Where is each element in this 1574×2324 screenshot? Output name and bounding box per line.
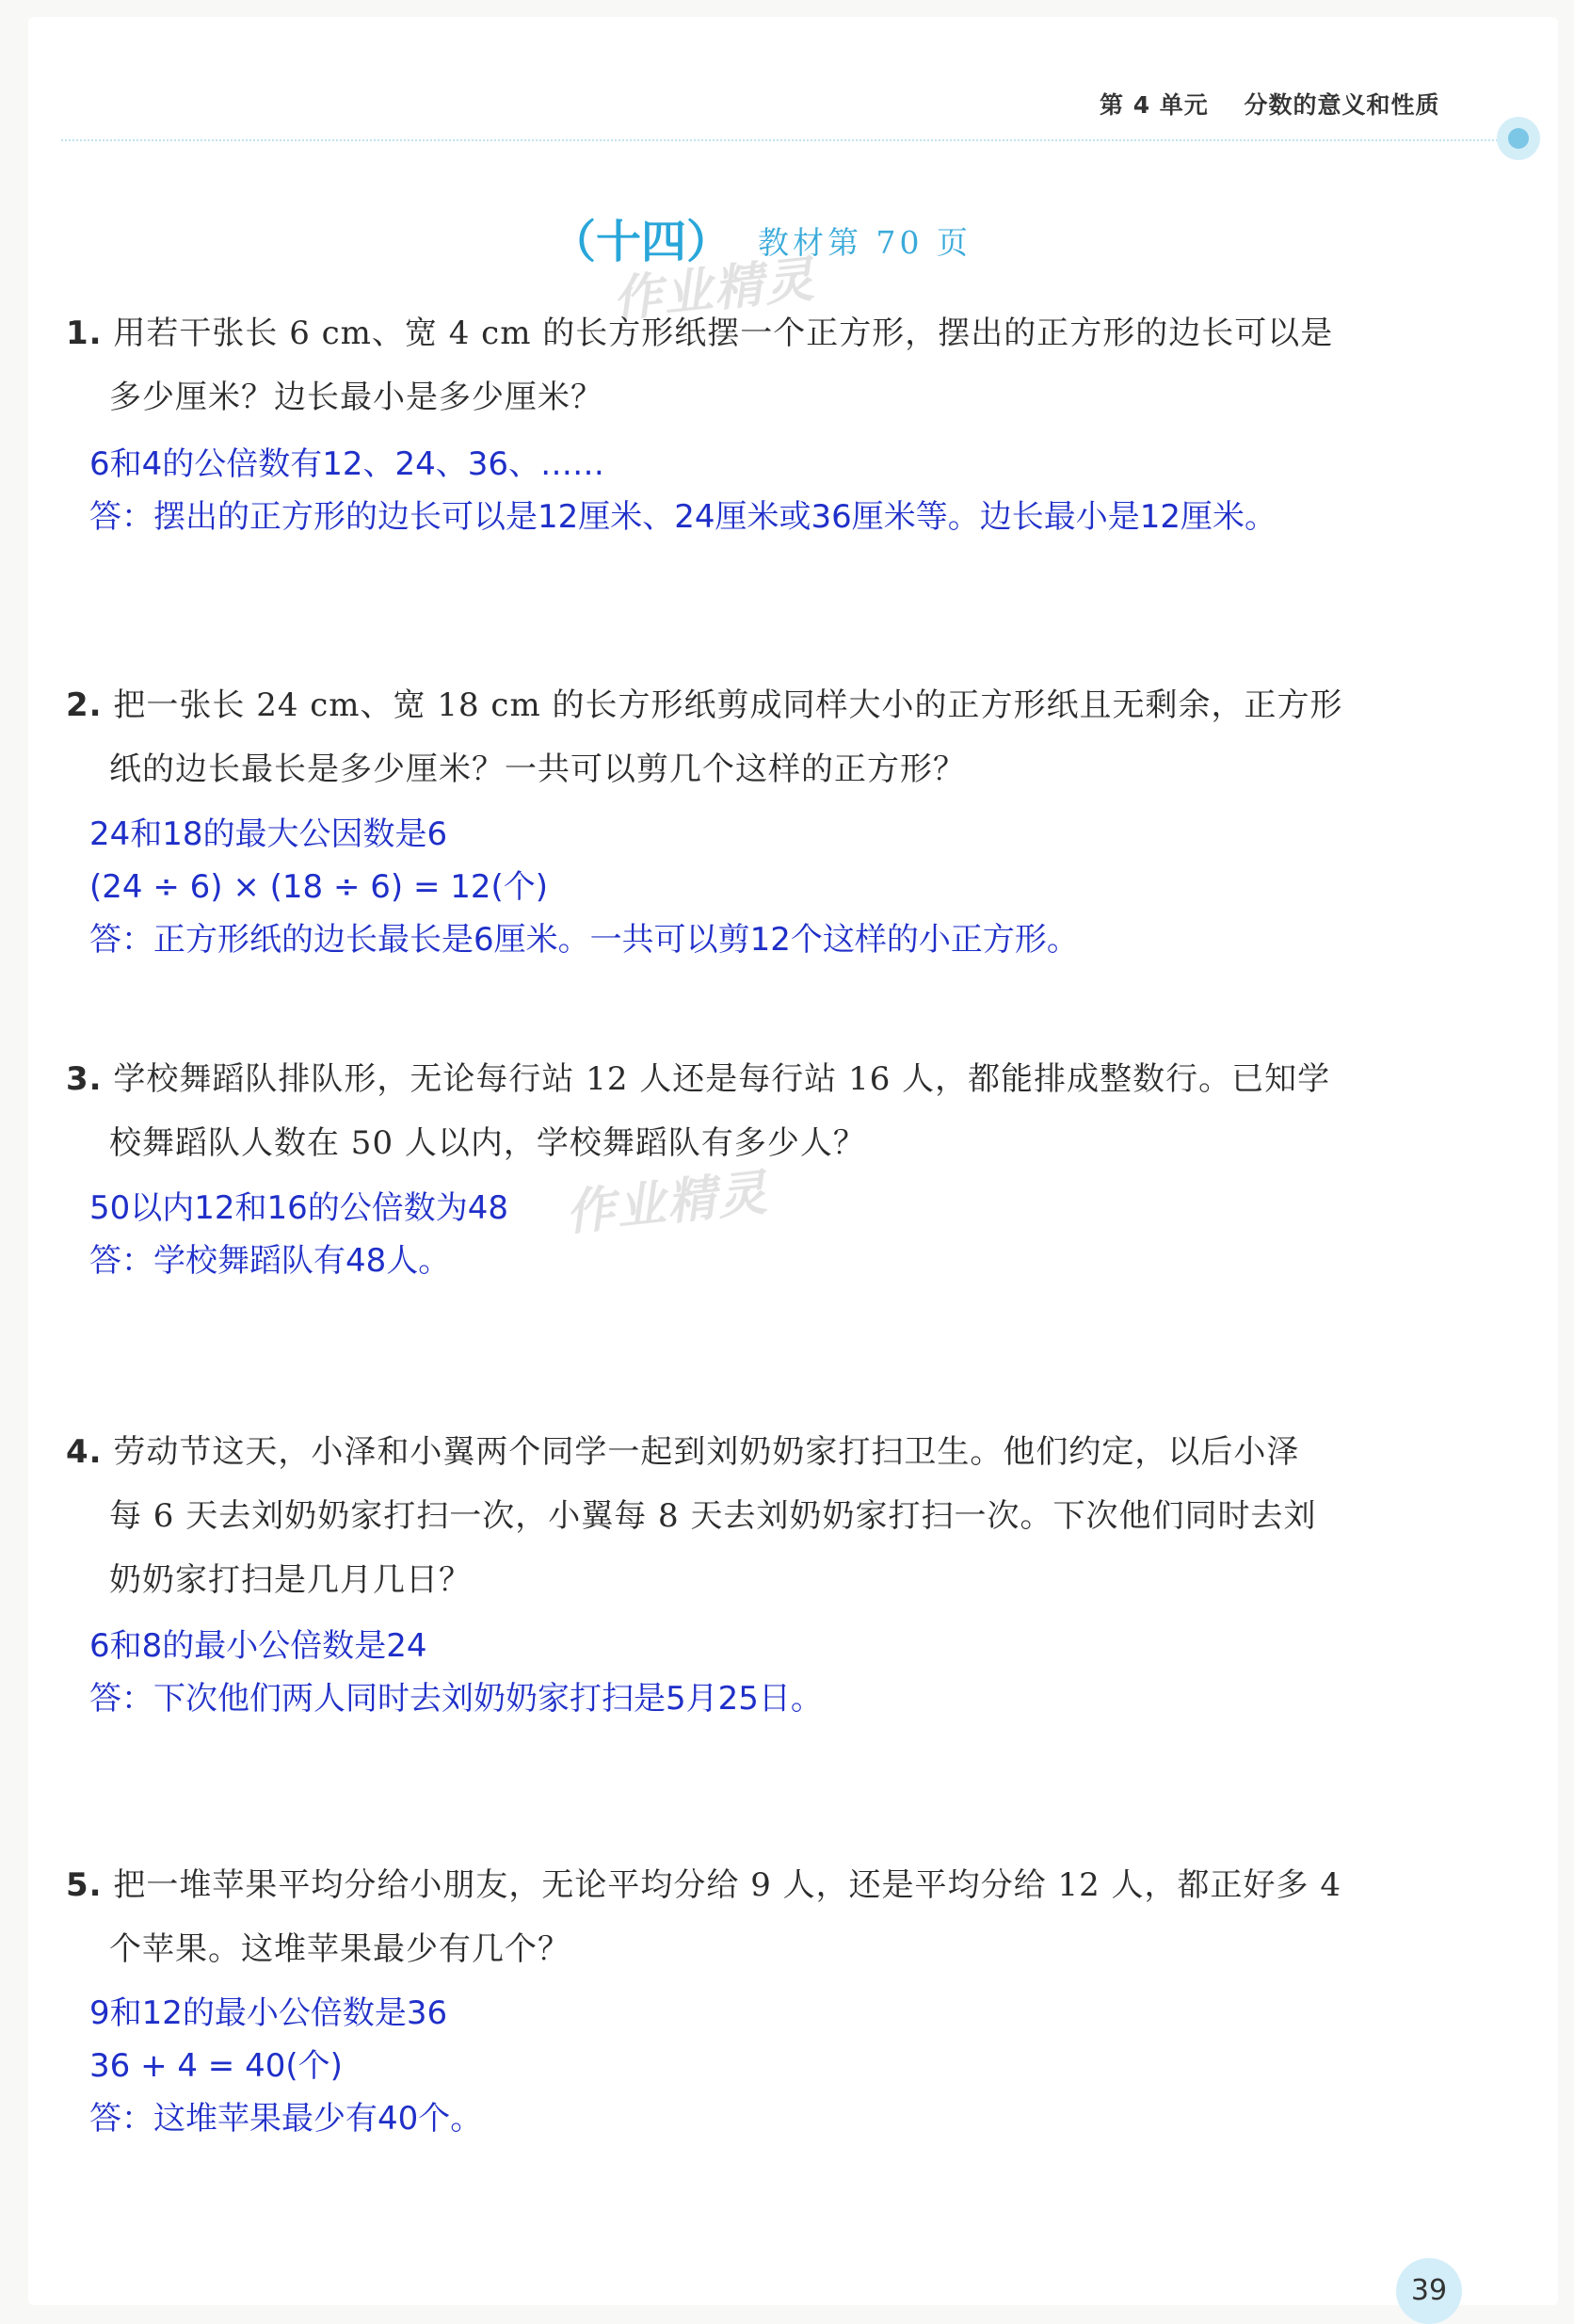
- watermark: 作业精灵: [610, 250, 819, 330]
- unit-title: 分数的意义和性质: [1244, 91, 1440, 119]
- question-text: 把一堆苹果平均分给小朋友，无论平均分给 9 人，还是平均分给 12 人，都正好多 4: [113, 1866, 1341, 1904]
- page-header: [1100, 87, 1440, 121]
- question-text: 多少厘米？边长最小是多少厘米？: [109, 379, 603, 416]
- question-number: 5.: [66, 1866, 103, 1904]
- answer-line: 9和12的最小公倍数是36: [89, 1994, 448, 2032]
- answer-line: 6和8的最小公倍数是24: [89, 1627, 427, 1665]
- question-number: 3.: [66, 1060, 103, 1098]
- question-5: [66, 1853, 1341, 1981]
- question-number: 1.: [66, 315, 103, 352]
- answer-line: 答：下次他们两人同时去刘奶奶家打扫是5月25日。: [89, 1680, 823, 1718]
- section-title: （十四）: [551, 216, 732, 268]
- question-1: [66, 301, 1333, 429]
- question-3: [66, 1047, 1330, 1175]
- question-text: 劳动节这天，小泽和小翼两个同学一起到刘奶奶家打扫卫生。他们约定，以后小泽: [113, 1433, 1300, 1471]
- question-2: [66, 673, 1343, 801]
- answer-line: 答：这堆苹果最少有40个。: [89, 2100, 483, 2138]
- answer-line: 答：摆出的正方形的边长可以是12厘米、24厘米或36厘米等。边长最小是12厘米。: [89, 498, 1277, 536]
- question-text: 用若干张长 6 cm、宽 4 cm 的长方形纸摆一个正方形，摆出的正方形的边长可以是: [113, 315, 1334, 352]
- answer-line: 答：正方形纸的边长最长是6厘米。一共可以剪12个这样的小正方形。: [89, 921, 1079, 959]
- answer-line: (24 ÷ 6) × (18 ÷ 6) = 12(个): [89, 868, 549, 906]
- answer-1: [89, 438, 1277, 543]
- question-text: 校舞蹈队人数在 50 人以内，学校舞蹈队有多少人？: [109, 1124, 866, 1162]
- answer-line: 36 + 4 = 40(个): [89, 2047, 343, 2085]
- question-4: [66, 1420, 1317, 1612]
- question-text: 每 6 天去刘奶奶家打扫一次，小翼每 8 天去刘奶奶家打扫一次。下次他们同时去刘: [109, 1497, 1317, 1535]
- unit-label: 第 4 单元: [1100, 91, 1209, 119]
- answer-4: [89, 1620, 823, 1725]
- question-text: 把一张长 24 cm、宽 18 cm 的长方形纸剪成同样大小的正方形纸且无剩余，正方形: [113, 686, 1343, 724]
- answer-line: 50以内12和16的公倍数为48: [89, 1189, 509, 1227]
- question-text: 个苹果。这堆苹果最少有几个？: [109, 1930, 570, 1968]
- header-circle-decoration: [1497, 117, 1540, 160]
- answer-line: 答：学校舞蹈队有48人。: [89, 1242, 451, 1280]
- header-divider: [61, 139, 1502, 141]
- question-text: 纸的边长最长是多少厘米？一共可以剪几个这样的正方形？: [109, 750, 966, 788]
- answer-line: 24和18的最大公因数是6: [89, 815, 448, 853]
- question-number: 4.: [66, 1433, 103, 1471]
- question-text: 学校舞蹈队排队形，无论每行站 12 人还是每行站 16 人，都能排成整数行。已知学: [113, 1060, 1331, 1098]
- textbook-reference: 教材第 70 页: [758, 224, 972, 261]
- watermark: 作业精灵: [563, 1164, 772, 1243]
- question-text: 奶奶家打扫是几月几日？: [109, 1561, 472, 1599]
- question-number: 2.: [66, 686, 103, 724]
- answer-3: [89, 1182, 508, 1287]
- answer-5: [89, 1987, 482, 2145]
- answer-2: [89, 808, 1079, 966]
- page-number: 39: [1396, 2258, 1462, 2324]
- answer-line: 6和4的公倍数有12、24、36、……: [89, 445, 605, 483]
